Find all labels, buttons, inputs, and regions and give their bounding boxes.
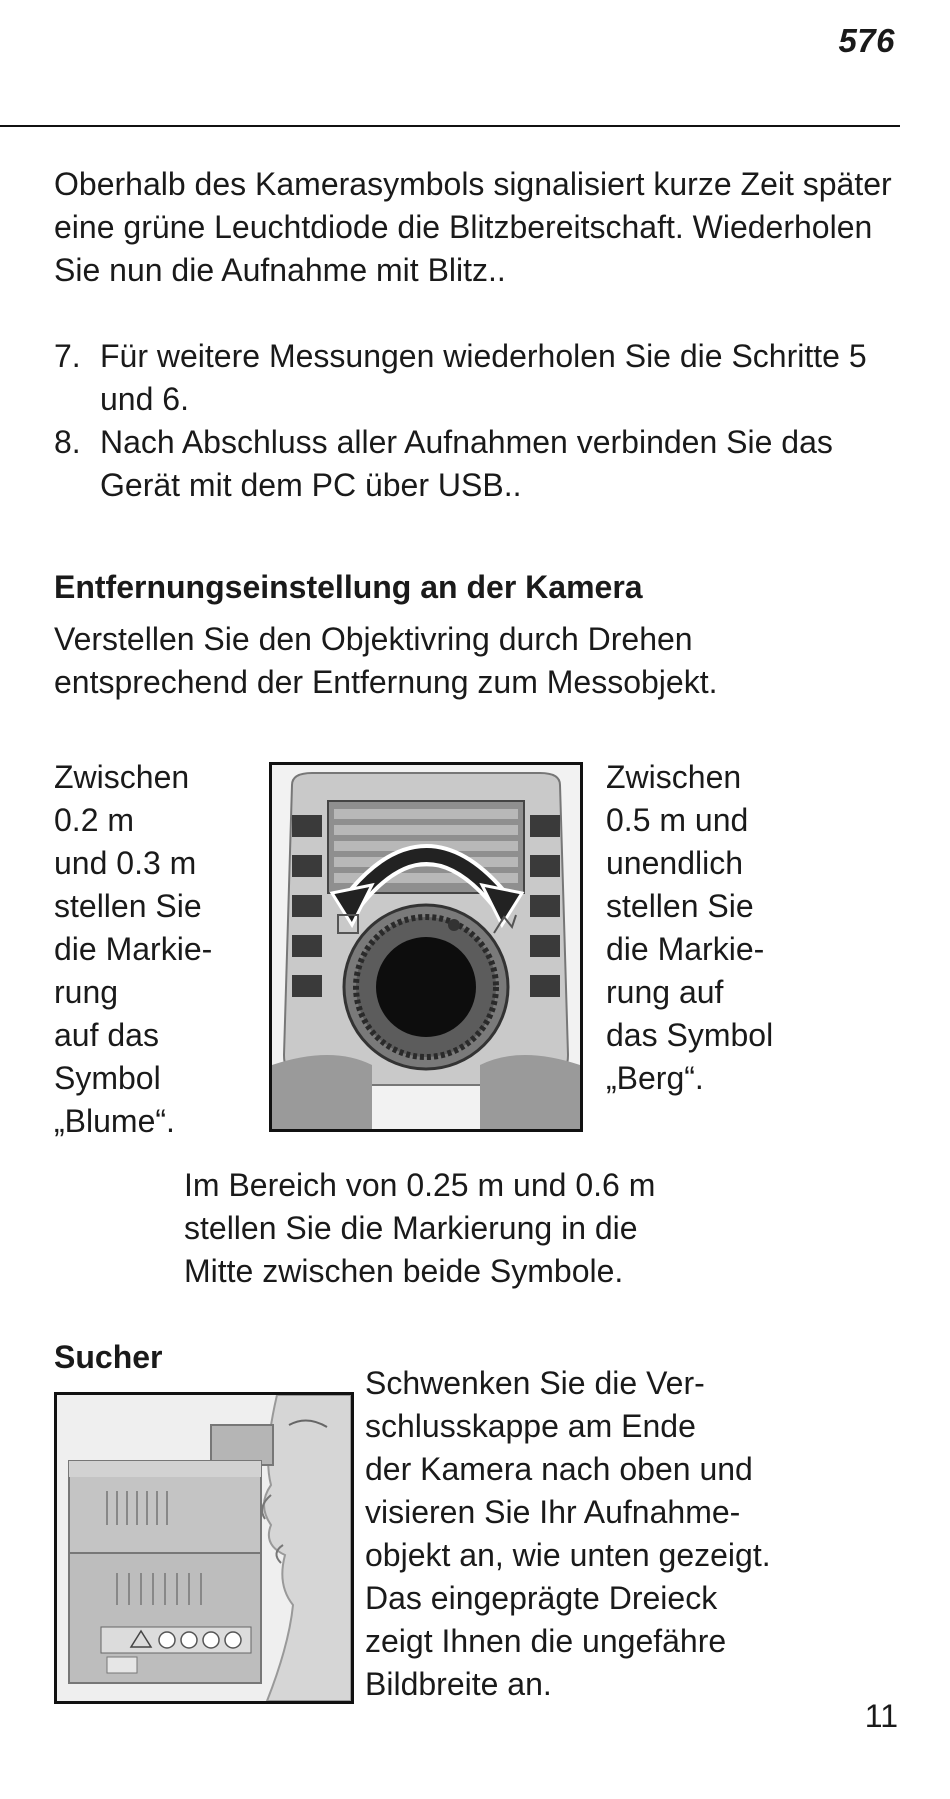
camera-front-illustration	[272, 765, 580, 1129]
section-heading-distance: Entfernungseinstellung an der Kamera	[54, 569, 643, 605]
list-item-text: Nach Abschluss aller Aufnahmen verbinden Sie das Gerät mit dem PC über USB..	[100, 424, 833, 503]
document-number: 576	[838, 22, 895, 59]
list-item	[54, 421, 894, 507]
intro-paragraph: Oberhalb des Kamerasymbols signalisiert kurze Zeit später eine grüne Leuchtdiode die Blitzbereitschaft. Wiederholen Sie nun die Aufnahme mit Blitz..	[54, 166, 892, 288]
header-rule	[0, 125, 900, 127]
list-item-text: Für weitere Messungen wiederholen Sie die Schritte 5 und 6.	[100, 338, 867, 417]
page-number: 11	[864, 1698, 898, 1734]
list-item	[54, 335, 894, 421]
viewfinder-photo	[54, 1392, 354, 1704]
flower-setting-text: Zwischen 0.2 m und 0.3 m stellen Sie die Markie- rung auf das Symbol „Blume“.	[54, 759, 213, 1139]
finder-instructions: Schwenken Sie die Ver- schlusskappe am Ende der Kamera nach oben und visieren Sie Ihr Aufnahme- objekt an, wie unten gezeigt. Das eingeprägte Dreieck zeigt Ihnen die ungefähre Bildbreite an.	[365, 1365, 771, 1702]
list-item-number: 7.	[54, 338, 81, 374]
midrange-setting-text: Im Bereich von 0.25 m und 0.6 m stellen Sie die Markierung in die Mitte zwischen beide Symbole.	[184, 1167, 656, 1289]
steps-list	[54, 335, 894, 507]
camera-side-illustration	[57, 1395, 351, 1701]
lens-ring-photo	[269, 762, 583, 1132]
distance-paragraph: Verstellen Sie den Objektivring durch Drehen entsprechend der Entfernung zum Messobjekt.	[54, 621, 718, 700]
mountain-setting-text: Zwischen 0.5 m und unendlich stellen Sie die Markie- rung auf das Symbol „Berg“.	[606, 759, 774, 1096]
list-item-number: 8.	[54, 424, 81, 460]
section-heading-finder: Sucher	[54, 1339, 163, 1375]
